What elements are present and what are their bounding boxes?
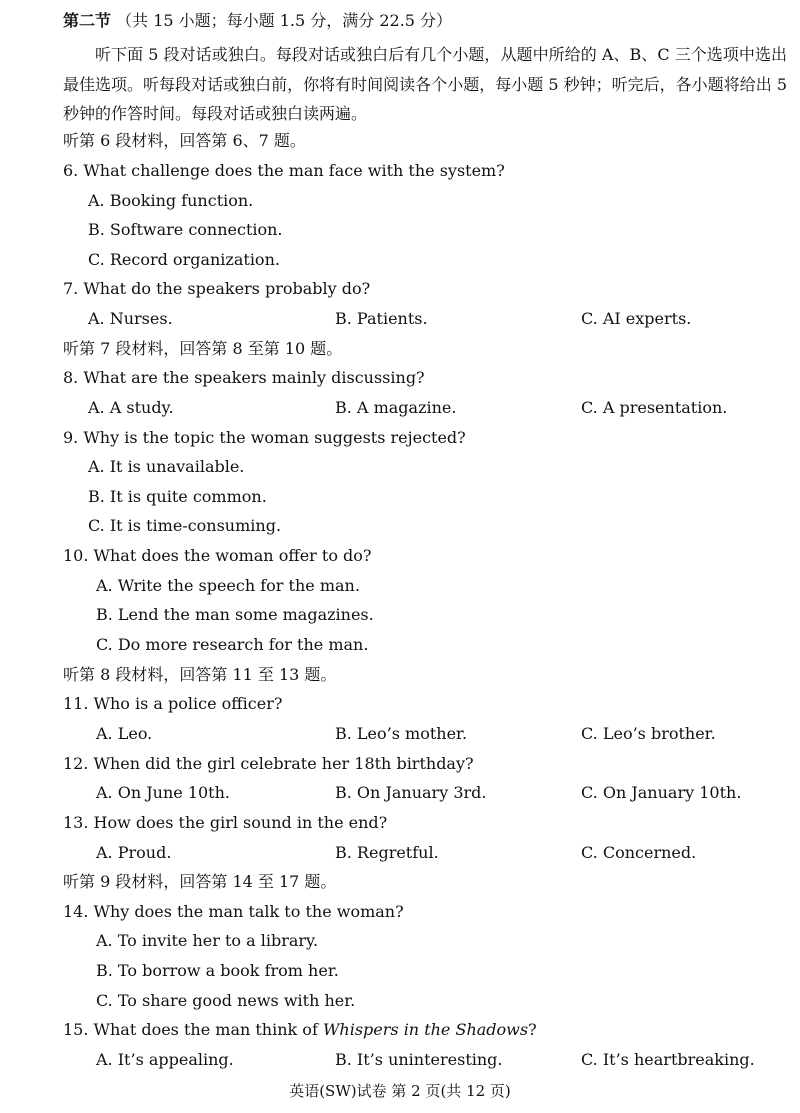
- question-9-stem: 9. Why is the topic the woman suggests rejected?: [63, 428, 466, 447]
- question-10-option-a: A. Write the speech for the man.: [96, 576, 360, 595]
- question-8-option-c: C. A presentation.: [581, 398, 728, 417]
- question-13-options: [0, 842, 800, 864]
- question-6-option-c: C. Record organization.: [88, 250, 280, 269]
- question-7-option-a: A. Nurses.: [88, 309, 173, 328]
- question-15-option-a: A. It’s appealing.: [96, 1050, 234, 1069]
- question-8-option-a: A. A study.: [88, 398, 174, 417]
- question-7-option-b: B. Patients.: [335, 309, 428, 328]
- question-13-option-a: A. Proud.: [96, 843, 172, 862]
- instruction-9: 听第 9 段材料，回答第 14 至 17 题。: [63, 872, 337, 891]
- question-7-stem: 7. What do the speakers probably do?: [63, 279, 371, 298]
- question-9-option-b: B. It is quite common.: [88, 487, 267, 506]
- question-12-option-c: C. On January 10th.: [581, 783, 742, 802]
- question-6-stem: 6. What challenge does the man face with the system?: [63, 161, 505, 180]
- section-title: 第二节: [63, 11, 112, 30]
- question-8-stem: 8. What are the speakers mainly discussing?: [63, 368, 425, 387]
- instruction-6: 听第 6 段材料，回答第 6、7 题。: [63, 131, 306, 150]
- question-12-options: [0, 782, 800, 804]
- question-9-option-a: A. It is unavailable.: [88, 457, 245, 476]
- question-11-stem: 11. Who is a police officer?: [63, 694, 283, 713]
- question-14-option-a: A. To invite her to a library.: [96, 931, 319, 950]
- question-11-option-a: A. Leo.: [96, 724, 153, 743]
- question-11-option-b: B. Leo’s mother.: [335, 724, 468, 743]
- question-10-stem: 10. What does the woman offer to do?: [63, 546, 372, 565]
- question-15-stem-end: ?: [528, 1020, 537, 1039]
- section-header: [63, 10, 800, 32]
- question-8-options: [0, 397, 800, 419]
- question-9-option-c: C. It is time-consuming.: [88, 516, 282, 535]
- question-6-option-a: A. Booking function.: [88, 191, 254, 210]
- question-14-option-b: B. To borrow a book from her.: [96, 961, 339, 980]
- question-8-option-b: B. A magazine.: [335, 398, 457, 417]
- page-footer: 英语(SW)试卷 第 2 页(共 12 页): [289, 1082, 511, 1100]
- instruction-7: 听第 7 段材料，回答第 8 至第 10 题。: [63, 339, 343, 358]
- question-12-option-b: B. On January 3rd.: [335, 783, 487, 802]
- question-15-options: [0, 1049, 800, 1071]
- question-6-option-b: B. Software connection.: [88, 220, 283, 239]
- question-13-option-b: B. Regretful.: [335, 843, 439, 862]
- question-12-option-a: A. On June 10th.: [96, 783, 230, 802]
- question-10-option-b: B. Lend the man some magazines.: [96, 605, 374, 624]
- question-15-stem: [0, 1019, 800, 1041]
- question-10-option-c: C. Do more research for the man.: [96, 635, 369, 654]
- question-15-book-title: Whispers in the Shadows: [322, 1020, 529, 1039]
- question-14-stem: 14. Why does the man talk to the woman?: [63, 902, 404, 921]
- question-7-options: [0, 308, 800, 330]
- question-15-stem-text: 15. What does the man think of: [63, 1020, 323, 1039]
- question-13-stem: 13. How does the girl sound in the end?: [63, 813, 388, 832]
- question-7-option-c: C. AI experts.: [581, 309, 692, 328]
- section-intro: 听下面 5 段对话或独白。每段对话或独白后有几个小题，从题中所给的 A、B、C 三个选项中选出最佳选项。听每段对话或独白前，你将有时间阅读各个小题，每小题 5 秒钟；听完后，各小题将给出 5 秒钟的作答时间。每段对话或独白读两遍。: [63, 45, 787, 123]
- question-12-stem: 12. When did the girl celebrate her 18th birthday?: [63, 754, 474, 773]
- question-15-option-b: B. It’s uninteresting.: [335, 1050, 503, 1069]
- question-11-option-c: C. Leo’s brother.: [581, 724, 716, 743]
- question-14-option-c: C. To share good news with her.: [96, 991, 356, 1010]
- section-note: （共 15 小题；每小题 1.5 分，满分 22.5 分）: [116, 11, 453, 30]
- instruction-8: 听第 8 段材料，回答第 11 至 13 题。: [63, 665, 337, 684]
- question-15-option-c: C. It’s heartbreaking.: [581, 1050, 755, 1069]
- question-13-option-c: C. Concerned.: [581, 843, 697, 862]
- question-11-options: [0, 723, 800, 745]
